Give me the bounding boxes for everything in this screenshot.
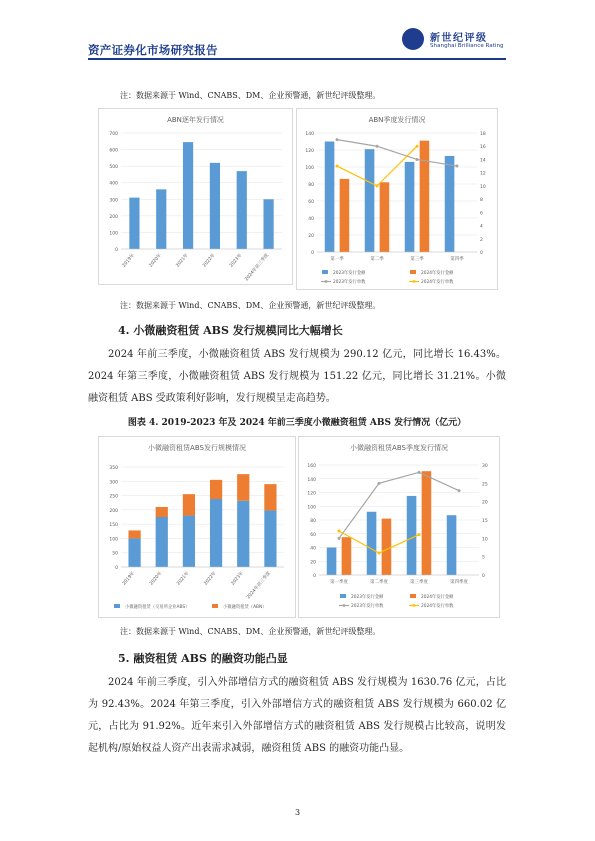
y-tick-label: 200	[109, 508, 118, 514]
x-tick-label: 第二季度	[370, 580, 388, 585]
y-tick-label: 160	[307, 464, 316, 469]
bar	[156, 507, 168, 517]
y-tick-label: 140	[307, 477, 316, 483]
legend-label: 2023年发行单数	[351, 604, 384, 609]
chart-micro-annual	[98, 436, 296, 618]
chart-title: 小微融资租赁ABS季度发行情况	[350, 444, 448, 452]
bar	[210, 480, 222, 499]
bar	[447, 515, 457, 575]
source-note-top: 注：数据来源于 Wind、CNABS、DM、企业预警通，新世纪评级整理。	[120, 91, 381, 100]
legend-swatch	[325, 280, 328, 283]
y2-tick-label: 2	[480, 237, 483, 243]
y2-tick-label: 10	[482, 537, 488, 543]
chart-title: ABN季度发行情况	[368, 116, 426, 124]
series-point	[376, 184, 379, 187]
brand-name-en: Shanghai Brilliance Rating	[430, 43, 504, 49]
y2-tick-label: 15	[482, 519, 488, 524]
x-tick-label: 2019年	[122, 571, 137, 587]
y-tick-label: 140	[305, 132, 314, 137]
x-tick-label: 2020年	[148, 253, 163, 269]
x-tick-label: 第四季度	[450, 580, 468, 585]
abn-annual-svg	[99, 109, 292, 284]
brand-name-cn: 新世纪评级	[430, 33, 488, 44]
legend-swatch	[413, 280, 416, 283]
y-tick-label: 20	[308, 234, 314, 239]
legend-swatch	[212, 604, 218, 608]
report-title: 资产证券化市场研究报告	[88, 43, 218, 57]
section-5-paragraph: 2024 年前三季度，引入外部增信方式的融资租赁 ABS 发行规模为 1630.76 亿元，占比为 92.43%。2024 年第三季度，引入外部增信方式的融资租赁 ABS 发行规模为 660.02 亿元，占比为 91.92%。近年来引入外部增信方式的融资租赁 ABS 发行规模占比较高，说明发起机构/原始权益人资产出表需求减弱，融资租赁 ABS 的融资功能凸显。	[88, 677, 506, 754]
section-5-heading: 5. 融资租赁 ABS 的融资功能凸显	[118, 652, 288, 665]
chart-abn-annual	[98, 108, 293, 285]
y-tick-label: 60	[310, 532, 316, 538]
y-tick-label: 300	[109, 198, 118, 204]
x-tick-label: 2021年	[176, 571, 191, 587]
legend-label: 2024年发行金额	[421, 595, 454, 600]
section-4-paragraph: 2024 年前三季度，小微融资租赁 ABS 发行规模为 290.12 亿元，同比增长 16.43%。2024 年第三季度，小微融资租赁 ABS 发行规模为 151.22 亿元，同比增长 31.21%。小微融资租赁 ABS 受政策利好影响，发行规模呈走高趋势。	[88, 349, 506, 404]
bar	[380, 182, 390, 252]
series-line	[337, 140, 457, 166]
x-tick-label: 2021年	[175, 253, 190, 269]
legend-swatch	[322, 270, 328, 274]
y-tick-label: 700	[109, 132, 118, 137]
bar	[264, 484, 276, 510]
series-point	[456, 165, 459, 168]
y-tick-label: 200	[109, 214, 118, 220]
chart-abn-quarterly	[296, 108, 498, 290]
chart-title: 小微融资租赁ABS发行规模情况	[148, 444, 246, 452]
series-point	[416, 158, 419, 161]
series-point	[338, 537, 341, 540]
y-tick-label: 40	[308, 217, 314, 222]
bar	[210, 499, 222, 567]
bar	[407, 496, 417, 575]
bar	[128, 538, 140, 567]
legend-label: 2023年发行金额	[351, 595, 384, 600]
y-tick-label: 40	[310, 546, 316, 552]
x-tick-label: 2020年	[149, 571, 164, 587]
abn-quarterly-svg	[297, 109, 497, 289]
series-point	[378, 552, 381, 555]
bar	[210, 163, 220, 249]
y2-tick-label: 18	[480, 132, 486, 137]
brand-logo-icon	[402, 28, 424, 50]
y-tick-label: 80	[310, 519, 316, 524]
y2-tick-label: 0	[480, 251, 483, 256]
series-point	[458, 489, 461, 492]
y-tick-label: 250	[109, 494, 118, 500]
bar	[183, 494, 195, 515]
series-point	[336, 138, 339, 141]
x-tick-label: 第四季	[450, 257, 464, 262]
x-tick-label: 2024年前三季度	[244, 253, 271, 283]
bar	[405, 162, 415, 252]
bar	[340, 179, 350, 252]
y-tick-label: 100	[307, 505, 316, 511]
bar	[183, 516, 195, 567]
x-tick-label: 2023年	[229, 253, 244, 269]
y-tick-label: 150	[109, 523, 118, 529]
x-tick-label: 第三季度	[410, 580, 428, 585]
bar	[237, 474, 249, 501]
y-tick-label: 0	[311, 251, 314, 256]
bar	[156, 517, 168, 567]
y2-tick-label: 14	[480, 158, 486, 164]
bar	[264, 510, 276, 567]
y-tick-label: 20	[310, 560, 316, 566]
legend-swatch	[410, 594, 416, 598]
source-note-mid: 注：数据来源于 Wind、CNABS、DM、企业预警通，新世纪评级整理。	[120, 301, 381, 310]
bar	[156, 189, 166, 249]
y-tick-label: 0	[313, 574, 316, 579]
y-tick-label: 80	[308, 183, 314, 188]
y-tick-label: 350	[109, 466, 118, 471]
series-point	[378, 482, 381, 485]
bar	[263, 199, 273, 249]
x-tick-label: 第三季	[410, 257, 424, 262]
chart-title: ABN逐年发行情况	[167, 116, 224, 124]
x-tick-label: 2024年前三季度	[246, 571, 272, 601]
bar	[325, 142, 335, 253]
legend-swatch	[114, 604, 120, 608]
x-tick-label: 2022年	[203, 571, 218, 587]
legend-label: 2023年发行金额	[333, 271, 366, 276]
legend-label: 小微融资租赁（ABN）	[223, 605, 267, 610]
bar	[327, 548, 337, 576]
section-4-heading: 4. 小微融资租赁 ABS 发行规模同比大幅增长	[118, 324, 343, 337]
header-rule	[88, 58, 506, 60]
y2-tick-label: 6	[480, 211, 483, 217]
micro-annual-svg	[99, 437, 295, 617]
bar	[342, 537, 352, 575]
y-tick-label: 500	[109, 165, 118, 171]
bar	[382, 519, 392, 575]
y-tick-label: 300	[109, 480, 118, 486]
series-point	[416, 145, 419, 148]
y2-tick-label: 20	[482, 500, 488, 506]
bar	[237, 171, 247, 249]
y-tick-label: 0	[115, 248, 118, 253]
y-tick-label: 100	[109, 231, 118, 237]
source-note-bottom: 注：数据来源于 Wind、CNABS、DM、企业预警通，新世纪评级整理。	[120, 627, 381, 636]
series-point	[338, 530, 341, 533]
y-tick-label: 0	[115, 566, 118, 571]
y2-tick-label: 10	[480, 184, 486, 190]
y-tick-label: 600	[109, 148, 118, 154]
x-tick-label: 2022年	[202, 253, 217, 269]
y-tick-label: 100	[109, 537, 118, 543]
y2-tick-label: 12	[480, 171, 486, 177]
series-line	[339, 472, 459, 538]
y2-tick-label: 16	[480, 145, 486, 151]
micro-quarterly-svg	[299, 437, 499, 617]
legend-swatch	[340, 594, 346, 598]
legend-label: 小微融资租赁（交易所企业ABS）	[125, 605, 190, 610]
y-tick-label: 120	[305, 149, 314, 154]
series-point	[418, 533, 421, 536]
legend-swatch	[410, 270, 416, 274]
series-point	[418, 471, 421, 474]
x-tick-label: 2019年	[121, 253, 136, 269]
legend-label: 2024年发行单数	[421, 280, 454, 285]
page-number: 3	[294, 808, 301, 817]
legend-label: 2023年发行单数	[333, 280, 366, 285]
y-tick-label: 60	[308, 200, 314, 205]
bar	[365, 149, 375, 252]
figure-4-title: 图表 4. 2019-2023 年及 2024 年前三季度小微融资租赁 ABS 发行情况（亿元）	[127, 418, 467, 428]
bar	[445, 156, 455, 252]
y2-tick-label: 5	[482, 555, 485, 561]
legend-label: 2024年发行单数	[421, 604, 454, 609]
bar	[129, 198, 139, 249]
series-point	[336, 165, 339, 168]
bar	[420, 141, 430, 252]
y2-tick-label: 8	[480, 198, 483, 204]
x-tick-label: 第一季	[330, 257, 344, 262]
y-tick-label: 50	[112, 551, 118, 557]
y2-tick-label: 25	[482, 482, 488, 488]
series-point	[376, 145, 379, 148]
y-tick-label: 400	[109, 181, 118, 187]
legend-label: 2024年发行金额	[421, 271, 454, 276]
y2-tick-label: 30	[482, 464, 488, 469]
legend-swatch	[343, 604, 346, 607]
y-tick-label: 100	[305, 166, 314, 171]
x-tick-label: 第一季度	[330, 580, 348, 585]
x-tick-label: 第二季	[370, 257, 384, 262]
bar	[422, 471, 432, 575]
y2-tick-label: 4	[480, 224, 483, 230]
chart-micro-quarterly	[298, 436, 500, 618]
bar	[183, 142, 193, 249]
bar	[367, 512, 377, 575]
y-tick-label: 120	[307, 491, 316, 497]
legend-swatch	[413, 604, 416, 607]
bar	[128, 530, 140, 538]
x-tick-label: 2023年	[230, 571, 245, 587]
bar	[237, 501, 249, 567]
y2-tick-label: 0	[482, 574, 485, 579]
